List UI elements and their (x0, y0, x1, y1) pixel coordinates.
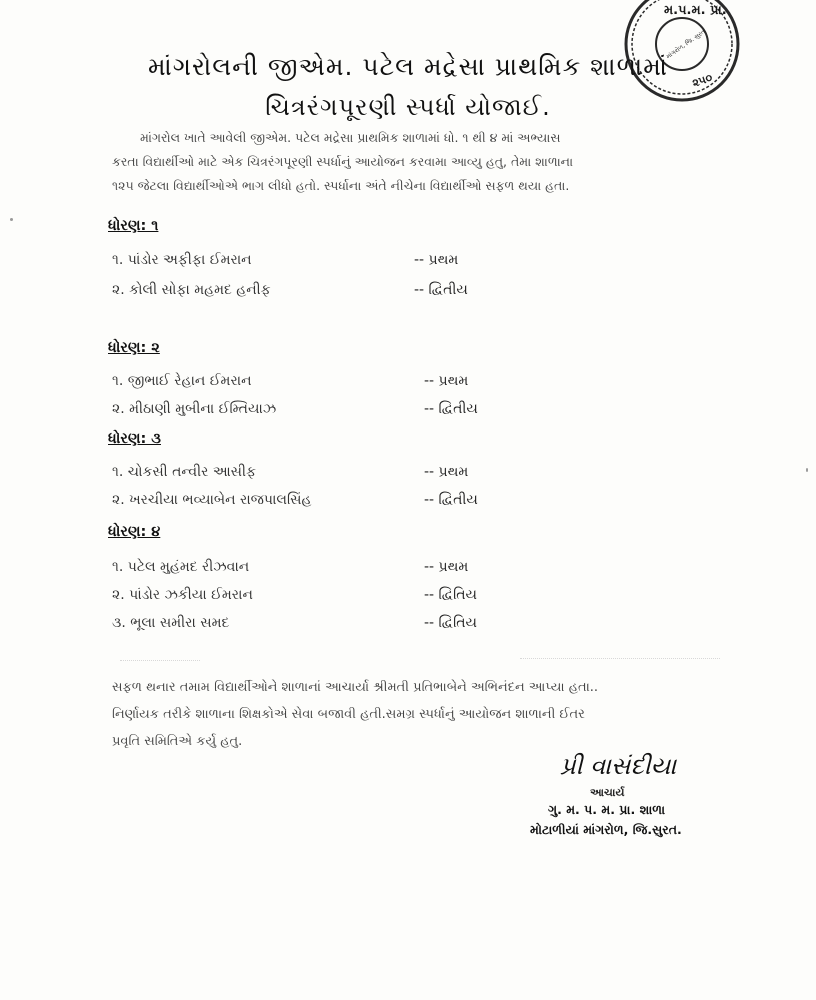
entry-rank: -- પ્રથમ (424, 559, 469, 575)
entry-rank: -- દ્વિતિય (424, 615, 478, 631)
intro-line: ૧૨૫ જેટલા વિદ્યાર્થીઓએ ભાગ લીધો હતો. સ્પર્ધાના અંતે નીચેના વિદ્યાર્થીઓ સફળ થયા હતા. (112, 178, 570, 193)
closing-line: નિર્ણાયક તરીકે શાળાના શિક્ષકોએ સેવા બજાવી હતી.સમગ્ર સ્પર્ધાનું આયોજન શાળાની ઈતર (112, 707, 585, 722)
headline-line-1: માંગરોલની જીએમ. પટેલ મદ્રેસા પ્રાથમિક શાળામાં (148, 52, 668, 81)
closing-line: પ્રવૃતિ સમિતિએ કર્યુ હતુ. (112, 734, 243, 749)
intro-line: કરતા વિદ્યાર્થીઓ માટે એક ચિત્રરંગપૂરણી સ્પર્ધાનું આયોજન કરવામા આવ્યુ હતુ, તેમા શાળાના (112, 154, 574, 169)
scan-speck (10, 218, 13, 221)
entry-name: ૧. જીભાઈ રેહાન ઈમરાન (112, 373, 252, 389)
stamp-ring-text: મ.પ.મ. પ્રા. (664, 3, 727, 18)
closing-line: સફળ થનાર તમામ વિદ્યાર્થીઓને શાળાનાં આચાર્યા શ્રીમતી પ્રતિભાબેને અભિનંદન આપ્યા હતા.. (112, 680, 599, 695)
stamp-number-text: ૨૫૦ (690, 70, 715, 90)
section-heading-std-3: ધોરણ: ૩ (108, 431, 161, 447)
signatory-address: મોટાળીયાં માંગરોળ, જિ.સુરત. (530, 822, 682, 837)
signatory-school: ગુ. મ. પ. મ. પ્રા. શાળા (548, 802, 666, 817)
entry-name: ૧. પાંડોર અફીફા ઈમરાન (112, 252, 252, 268)
entry-name: ૨. કોલી સોફા મહમદ હનીફ (112, 282, 271, 298)
entry-rank: -- દ્વિતીય (424, 401, 478, 417)
closing-paragraph (112, 674, 732, 755)
stamp-inner-text: માંગરોળ, જિ. સુરત (665, 28, 707, 61)
entry-rank: -- પ્રથમ (424, 464, 469, 480)
section-heading-std-2: ધોરણ: ૨ (108, 340, 160, 356)
scan-speck (806, 468, 808, 472)
section-heading-std-1: ધોરણ: ૧ (108, 218, 159, 234)
entry-name: ૨. પાંડોર ઝકીયા ઈમરાન (112, 587, 253, 603)
signatory-role: આચાર્ય (590, 786, 625, 799)
intro-line: માંગરોલ ખાતે આવેલી જીએમ. પટેલ મદ્રેસા પ્રાથમિક શાળામાં ધો. ૧ થી ૪ માં અભ્યાસ (140, 130, 561, 145)
entry-name: ૨. મીઠાણી મુબીના ઈમ્તિયાઝ (112, 401, 277, 417)
entry-name: ૩. ભૂલા સમીરા સમદ (112, 615, 230, 631)
entry-rank: -- દ્વિતીય (424, 492, 478, 508)
section-heading-std-4: ધોરણ: ૪ (108, 524, 161, 540)
entry-name: ૨. ખરચીયા ભવ્યાબેન રાજપાલસિંહ (112, 492, 312, 508)
entry-rank: -- દ્વિતિય (424, 587, 478, 603)
intro-paragraph (112, 126, 712, 198)
entry-rank: -- પ્રથમ (414, 252, 459, 268)
entry-name: ૧. ચોકસી તન્વીર આસીફ (112, 464, 256, 480)
principal-signature: પ્રી વાસંદીયા (560, 752, 677, 780)
entry-rank: -- પ્રથમ (424, 373, 469, 389)
scan-artifact (120, 660, 200, 661)
scan-artifact (520, 658, 720, 659)
entry-name: ૧. પટેલ મુહંમદ રીઝવાન (112, 559, 250, 575)
entry-rank: -- દ્વિતીય (414, 282, 468, 298)
headline-line-2: ચિત્રરંગપૂરણી સ્પર્ધા યોજાઈ. (265, 93, 551, 121)
